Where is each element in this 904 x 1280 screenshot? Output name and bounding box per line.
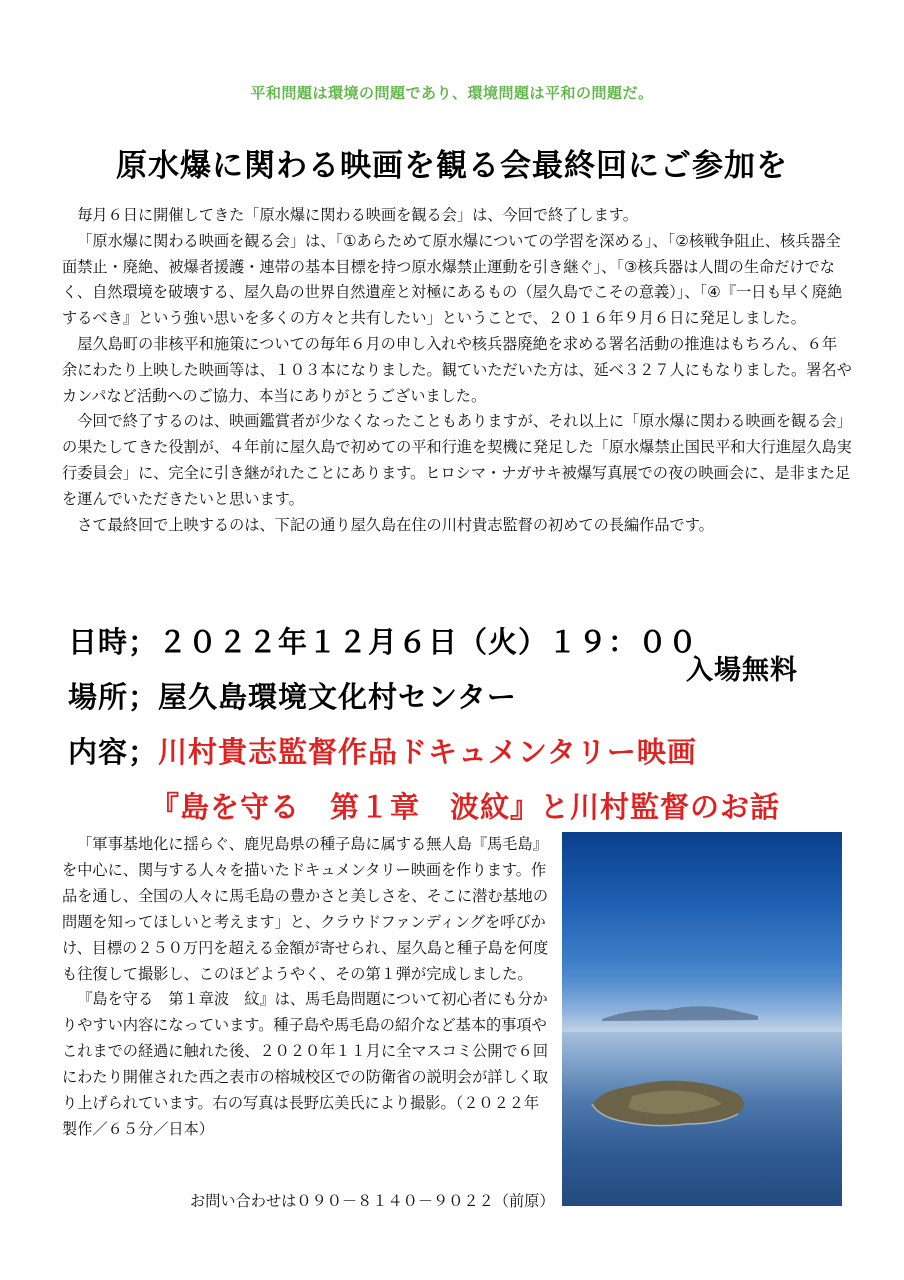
contact-info: お問い合わせは０９０－８１４０－９０２２（前原） <box>190 1192 555 1210</box>
date-label: 日時； <box>68 625 159 659</box>
headline: 原水爆に関わる映画を観る会最終回にご参加を <box>116 148 788 184</box>
film-title: 『島を守る 第１章 波紋』と川村監督のお話 <box>150 790 781 824</box>
film-paragraph: 「軍事基地化に揺らぐ、鹿児島県の種子島に属する無人島『馬毛島』を中心に、関与する人々を描いたドキュメンタリー映画を作ります。作品を通し、全国の人々に馬毛島の豊かさと美しさを、そこに潜む基地の問題を知ってほしいと考えます」と、クラウドファンディングを呼びかけ、目標の２５０万円を超える金額が寄せられ、屋久島と種子島を何度も往復して撮影し、このほどようやく、その第１弾が完成しました。 <box>62 835 549 983</box>
intro-paragraph: 毎月６日に開催してきた「原水爆に関わる映画を観る会」は、今回で終了します。 <box>77 206 638 224</box>
admission-free: 入場無料 <box>686 655 798 686</box>
date-value: ２０２２年１２月６日（火）１９：００ <box>158 625 699 659</box>
intro-paragraph: 屋久島町の非核平和施策についての毎年６月の申し入れや核兵器廃絶を求める署名活動の推進はもちろん、６年余にわたり上映した映画等は、１０３本になりました。観ていただいた方は、延べ３２７人にもなりました。署名やカンパなど活動へのご協力、本当にありがとうございました。 <box>62 334 852 405</box>
event-place <box>68 675 517 716</box>
content-line-1: 川村貴志監督作品ドキュメンタリー映画 <box>158 735 697 769</box>
island-photo <box>562 832 842 1206</box>
film-description <box>62 832 550 1143</box>
film-paragraph: 『島を守る 第１章波 紋』は、馬毛島問題について初心者にも分かりやすい内容になっています。種子島や馬毛島の紹介など基本的事項やこれまでの経過に触れた後、２０２０年１１月に全マスコミ公開で６回にわたり開催された西之表市の榕城校区での防衛省の説明会が詳しく取り上げられています。右の写真は長野広美氏により撮影。（２０２２年製作／６５分／日本） <box>62 990 548 1138</box>
content-label: 内容； <box>68 735 159 769</box>
place-value: 屋久島環境文化村センター <box>158 680 517 714</box>
intro-text <box>62 203 852 538</box>
place-label: 場所； <box>68 680 159 714</box>
intro-paragraph: さて最終回で上映するのは、下記の通り屋久島在住の川村貴志監督の初めての長編作品です。 <box>77 515 714 534</box>
island-photo-graphic <box>562 832 842 1206</box>
tagline: 平和問題は環境の問題であり、環境問題は平和の問題だ。 <box>250 84 654 102</box>
event-date <box>68 620 698 661</box>
event-content <box>68 730 697 771</box>
intro-paragraph: 今回で終了するのは、映画鑑賞者が少なくなったこともありますが、それ以上に「原水爆に関わる映画を観る会」の果たしてきた役割が、４年前に屋久島で初めての平和行進を契機に発足した「原水爆禁止国民平和大行進屋久島実行委員会」に、完全に引き継がれたことにあります。ヒロシマ・ナガサキ被爆写真展での夜の映画会に、是非また足を運んでいただきたいと思います。 <box>62 412 852 508</box>
intro-paragraph: 「原水爆に関わる映画を観る会」は、「①あらためて原水爆についての学習を深める」、「②核戦争阻止、核兵器全面禁止・廃絶、被爆者援護・連帯の基本目標を持つ原水爆禁止運動を引き継ぐ」、「③核兵器は人間の生命だけでなく、自然環境を破壊する、屋久島の世界自然遺産と対極にあるもの（屋久島でこその意義）」、「④『一日も早く廃絶するべき』という強い思いを多くの方々と共有したい」ということで、２０１６年９月６日に発足しました。 <box>62 231 843 328</box>
